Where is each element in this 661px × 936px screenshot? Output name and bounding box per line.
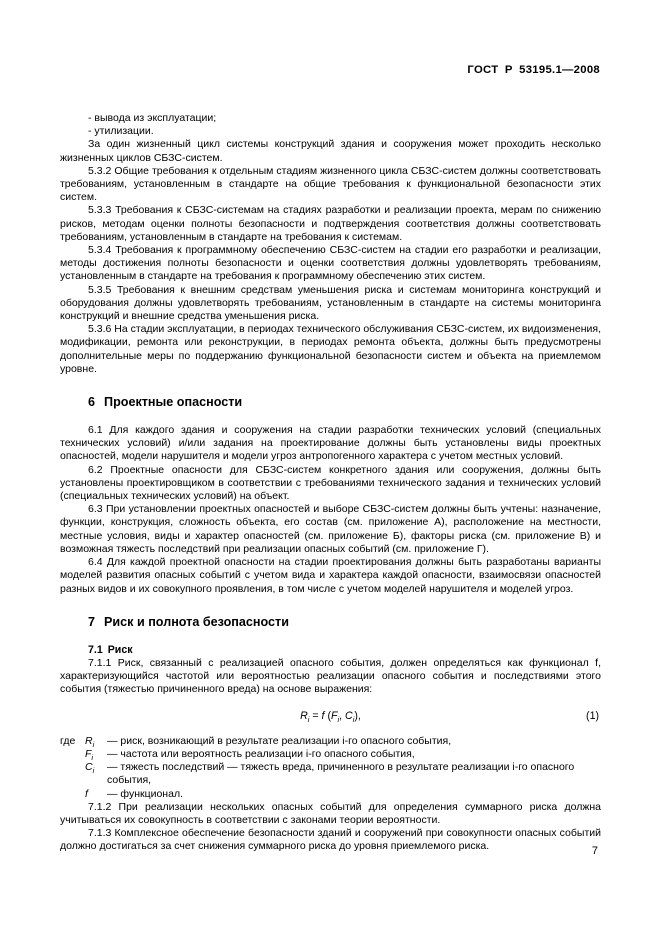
definition-item	[60, 788, 601, 801]
definition-item	[60, 761, 601, 787]
definition-symbol: $R_i$	[85, 734, 95, 749]
formula-number: (1)	[586, 709, 599, 722]
paragraph: 5.3.5 Требования к внешним средствам уменьшения риска и системам мониторинга конструкций и оборудования должны удовлетворять требованиям, установленным в стандарте на системы мониторинга конструкций и внешние средства уменьшения риска.	[60, 283, 601, 323]
paragraph: 6.4 Для каждой проектной опасности на стадии проектирования должны быть разработаны варианты моделей развития опасных событий с учетом вида и характера каждой опасности, взаимосвязи опасностей разных видов и их совокупного проявления, в том числе с учетом моделей нарушителя и моделей угроз.	[60, 556, 601, 595]
formula-text: ,	[339, 709, 346, 722]
paragraph: 6.2 Проектные опасности для СБЗС-систем конкретного здания или сооружения, должны быть установлены проектировщиком в соответствии с требованиями технического задания и технических условий (специальных технических условий) на объект.	[60, 463, 601, 503]
definition-item	[60, 735, 601, 748]
formula-variable: C	[345, 709, 353, 722]
definition-intro	[60, 788, 85, 801]
definition-text: — риск, возникающий в результате реализации i-го опасного события,	[107, 734, 452, 747]
formula-variable: F	[330, 709, 338, 722]
list-item: - вывода из эксплуатации;	[88, 112, 217, 124]
section-heading	[60, 395, 601, 409]
subsection-heading	[60, 644, 601, 657]
paragraph: 6.3 При установлении проектных опасностей и выборе СБЗС-систем должны быть учтены: назначение, функции, конструкция, сложность объекта, его состав (см. приложение А), расположение на местности, местные условия, виды и характер опасностей (см. приложение Б), факторы риска (см. приложение В) и возможная тяжесть последствий при реализации опасных событий (см. приложение Г).	[60, 503, 601, 555]
heading-title: Риск и полнота безопасности	[104, 614, 289, 629]
definition-list	[60, 735, 601, 801]
paragraph: 7.1.1 Риск, связанный с реализацией опасного события, должен определяться как функционал f, характеризующийся частотой или вероятностью реализации опасного события и последствиями этого события (тяжестью причиненного вреда) на основе выражения:	[60, 656, 601, 696]
paragraph: 7.1.2 При реализации нескольких опасных событий для определения суммарного риска должна учитываться их совокупность в соответствии с законами теории вероятности.	[60, 800, 601, 826]
definition-symbol: $C_i$	[85, 761, 95, 776]
definition-text: — частота или вероятность реализации i-го опасного события,	[107, 747, 415, 760]
heading-number: 7.1	[88, 643, 103, 656]
section-heading	[60, 615, 601, 629]
paragraph: За один жизненный цикл системы конструкций здания и сооружения может проходить несколько жизненных циклов СБЗС-систем.	[60, 138, 601, 164]
formula	[60, 710, 601, 723]
formula-subscript: i	[352, 714, 355, 724]
formula-text: (	[324, 709, 331, 722]
formula-text: ),	[354, 709, 361, 722]
formula-expression	[300, 710, 361, 722]
paragraph: 5.3.4 Требования к программному обеспечению СБЗС-систем на стадии его разработки и реализации, методы достижения полноты безопасности и оценки соответствия должны удовлетворять требованиям, установленным в стандарте на требования к программному обеспечению этих систем.	[60, 244, 601, 283]
formula-text: =	[309, 709, 322, 722]
paragraph: 6.1 Для каждого здания и сооружения на стадии разработки технических условий (специальных технических условий) и/или задания на проектирование должны быть установлены виды проектных опасностей, модели нарушителя и модели угроз антропогенного характера с учетом местных условий.	[60, 424, 601, 463]
definition-intro	[60, 761, 85, 787]
running-header: ГОСТ Р 53195.1—2008	[467, 64, 600, 76]
heading-number: 6	[88, 395, 96, 410]
formula-subscript: i	[337, 714, 340, 724]
heading-title: Проектные опасности	[104, 395, 243, 410]
formula-subscript: i	[307, 714, 310, 724]
definition-text: — тяжесть последствий — тяжесть вреда, причиненного в результате реализации i-го опасного события,	[107, 761, 575, 787]
definition-item	[60, 748, 601, 761]
list-item: - утилизации.	[88, 125, 154, 138]
formula-variable: f	[321, 709, 325, 722]
document-body	[60, 112, 601, 854]
paragraph: 5.3.3 Требования к СБЗС-системам на стадиях разработки и реализации проекта, мерам по снижению рисков, методам оценки полноты безопасности и подтверждения соответствия должны соответствовать требованиям, установленным в стандарте на требования к системам.	[60, 204, 601, 243]
definition-intro: где	[60, 734, 76, 747]
paragraph: 7.1.3 Комплексное обеспечение безопасности зданий и сооружений при совокупности опасных событий должно достигаться за счет снижения суммарного риска до уровня приемлемого риска.	[60, 827, 601, 853]
heading-title: Риск	[107, 643, 133, 656]
definition-text: — функционал.	[107, 787, 183, 800]
formula-variable: R	[300, 709, 308, 722]
page-number: 7	[591, 845, 598, 857]
paragraph: 5.3.6 На стадии эксплуатации, в периодах технического обслуживания СБЗС-систем, их видоизменения, модификации, ремонта или реконструкции, в периодах ремонта объекта, должны быть предусмотрены дополнительные меры по поддержанию функциональной безопасности систем и объекта на приемлемом уровне.	[60, 323, 601, 375]
definition-intro	[60, 748, 85, 761]
definition-symbol: f	[85, 787, 88, 800]
definition-symbol: $F_i$	[85, 747, 94, 763]
heading-number: 7	[88, 614, 96, 629]
paragraph: 5.3.2 Общие требования к отдельным стадиям жизненного цикла СБЗС-систем должны соответствовать требованиям, установленным в стандарте на общие требования к функциональной безопасности этих систем.	[60, 164, 601, 204]
